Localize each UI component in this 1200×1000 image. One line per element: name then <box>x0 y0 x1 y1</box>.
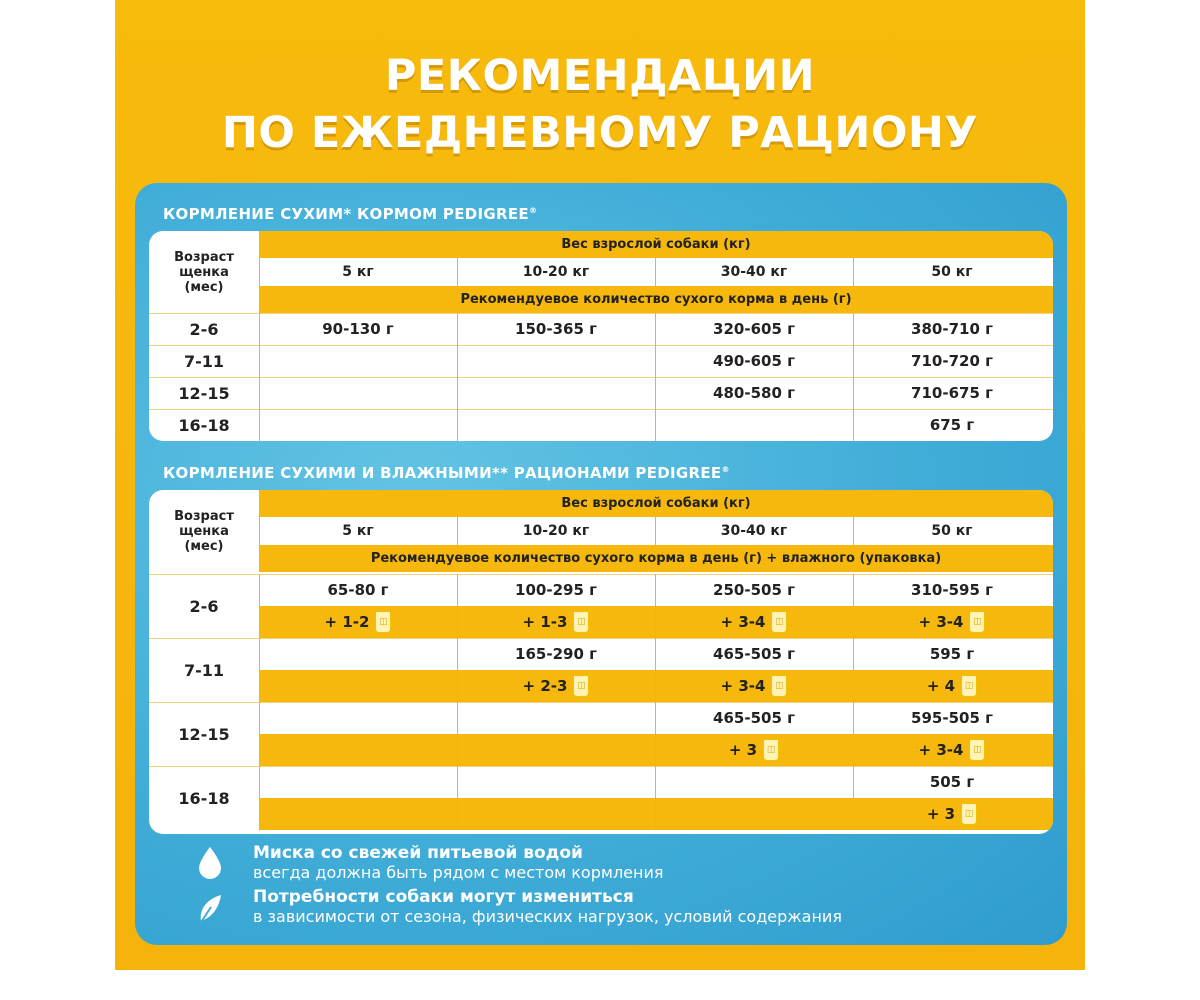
dry-amount-cell <box>259 377 457 409</box>
poster <box>115 0 1085 970</box>
dry-amount-cell <box>259 345 457 377</box>
dry-amount-cell: 675 г <box>929 416 975 434</box>
col-divider <box>457 409 458 441</box>
dry-amount-cell <box>259 638 457 670</box>
page-title <box>115 48 1085 162</box>
col-divider <box>853 377 854 409</box>
dry-amount-cell: 505 г <box>929 773 975 791</box>
info-panel <box>135 183 1067 945</box>
age-cell: 12-15 <box>178 383 230 403</box>
col-divider <box>655 517 656 545</box>
weight-col-2: 10-20 кг <box>522 264 590 280</box>
weight-col-1: 5 кг <box>342 264 374 280</box>
water-drop-icon <box>197 846 223 886</box>
weight-col-2: 10-20 кг <box>522 523 590 539</box>
col-divider <box>655 345 656 377</box>
wet-amount-label: + 3-4 <box>720 613 766 631</box>
col-divider <box>853 313 854 345</box>
dry-amount-cell: 710-720 г <box>911 352 993 370</box>
dry-amount-cell <box>457 409 655 441</box>
wet-amount-cell <box>259 798 457 830</box>
dry-amount-cell <box>259 702 457 734</box>
col-divider <box>853 766 854 830</box>
age-cell: 7-11 <box>183 351 225 371</box>
title-line-2: ПО ЕЖЕДНЕВНОМУ РАЦИОНУ <box>221 108 979 158</box>
weight-col-3: 30-40 кг <box>720 264 788 280</box>
age-column-header <box>149 231 259 313</box>
col-divider <box>853 345 854 377</box>
wet-amount-label: + 4 <box>926 677 956 695</box>
pouch-icon: ◫ <box>573 675 589 697</box>
pouch-icon: ◫ <box>573 611 589 633</box>
col-divider <box>853 574 854 638</box>
dry-amount-cell: 595-505 г <box>911 709 993 727</box>
col-divider <box>457 345 458 377</box>
amount-header: Рекомендуевое количество сухого корма в день (г) <box>460 292 852 307</box>
col-divider <box>853 258 854 286</box>
age-cell: 12-15 <box>178 724 230 744</box>
dry-amount-cell: 465-505 г <box>713 645 795 663</box>
age-header-line: Возраст <box>174 249 234 265</box>
needs-note <box>253 887 842 927</box>
wet-amount-cell <box>457 798 655 830</box>
col-divider <box>457 313 458 345</box>
dry-amount-cell <box>457 377 655 409</box>
col-divider <box>655 409 656 441</box>
pouch-icon: ◫ <box>771 611 787 633</box>
col-divider <box>457 574 458 638</box>
col-divider <box>853 409 854 441</box>
section2-title: КОРМЛЕНИЕ СУХИМИ И ВЛАЖНЫМИ** РАЦИОНАМИ PEDIGREE® <box>163 464 730 482</box>
age-header-line: (мес) <box>184 538 224 554</box>
wet-amount-cell <box>457 670 655 702</box>
age-header-line: (мес) <box>184 279 224 295</box>
wet-amount-label: + 3-4 <box>918 741 964 759</box>
mixed-feed-table <box>149 490 1053 834</box>
water-note-title: Миска со свежей питьевой водой <box>253 843 583 863</box>
pouch-icon: ◫ <box>969 611 985 633</box>
col-divider <box>655 638 656 702</box>
amount-header: Рекомендуевое количество сухого корма в день (г) + влажного (упаковка) <box>370 551 942 566</box>
dry-amount-cell: 380-710 г <box>911 320 993 338</box>
col-divider <box>457 258 458 286</box>
dry-amount-cell <box>655 409 853 441</box>
weight-col-3: 30-40 кг <box>720 523 788 539</box>
col-divider <box>853 702 854 766</box>
dry-amount-cell: 250-505 г <box>713 581 795 599</box>
col-divider <box>457 766 458 830</box>
dry-amount-cell: 100-295 г <box>515 581 597 599</box>
col-divider <box>655 258 656 286</box>
dry-amount-cell <box>259 766 457 798</box>
dry-amount-cell: 65-80 г <box>327 581 389 599</box>
pouch-icon: ◫ <box>961 675 977 697</box>
wet-amount-cell <box>457 606 655 638</box>
dry-amount-cell <box>457 766 655 798</box>
pouch-icon: ◫ <box>375 611 391 633</box>
wet-amount-cell <box>259 734 457 766</box>
weight-col-4: 50 кг <box>931 264 973 280</box>
water-note <box>253 843 664 883</box>
pouch-icon: ◫ <box>969 739 985 761</box>
wet-amount-label: + 1-2 <box>324 613 370 631</box>
dry-amount-cell: 595 г <box>929 645 975 663</box>
col-divider <box>457 638 458 702</box>
col-divider <box>853 638 854 702</box>
wet-amount-label: + 3-4 <box>720 677 766 695</box>
dry-amount-cell <box>655 766 853 798</box>
wet-amount-cell <box>853 606 1051 638</box>
weight-header: Вес взрослой собаки (кг) <box>561 237 751 252</box>
dry-amount-cell: 320-605 г <box>713 320 795 338</box>
dry-amount-cell <box>457 702 655 734</box>
needs-note-title: Потребности собаки могут измениться <box>253 887 634 907</box>
age-column-header <box>149 490 259 572</box>
col-divider <box>655 574 656 638</box>
paw-leaf-icon <box>197 891 225 931</box>
wet-amount-cell <box>853 734 1051 766</box>
pouch-icon: ◫ <box>771 675 787 697</box>
dry-amount-cell: 150-365 г <box>515 320 597 338</box>
age-header-line: Возраст <box>174 508 234 524</box>
age-cell: 16-18 <box>178 788 230 808</box>
water-note-text: всегда должна быть рядом с местом кормления <box>253 863 664 882</box>
section1-title: КОРМЛЕНИЕ СУХИМ* КОРМОМ PEDIGREE® <box>163 205 538 223</box>
wet-amount-cell <box>853 670 1051 702</box>
needs-note-text: в зависимости от сезона, физических нагрузок, условий содержания <box>253 907 842 926</box>
col-divider <box>457 377 458 409</box>
wet-amount-cell <box>259 670 457 702</box>
wet-amount-cell <box>655 670 853 702</box>
title-line-1: РЕКОМЕНДАЦИИ <box>384 51 816 101</box>
wet-amount-label: + 2-3 <box>522 677 568 695</box>
age-cell: 16-18 <box>178 415 230 435</box>
age-header-line: щенка <box>179 523 229 539</box>
col-divider <box>655 702 656 766</box>
wet-amount-cell <box>457 734 655 766</box>
weight-header: Вес взрослой собаки (кг) <box>561 496 751 511</box>
age-cell: 2-6 <box>189 596 219 616</box>
dry-amount-cell: 310-595 г <box>911 581 993 599</box>
weight-col-4: 50 кг <box>931 523 973 539</box>
age-header-line: щенка <box>179 264 229 280</box>
pouch-icon: ◫ <box>763 739 779 761</box>
dry-amount-cell <box>259 409 457 441</box>
wet-amount-label: + 3 <box>728 741 758 759</box>
col-divider <box>457 517 458 545</box>
col-divider <box>655 377 656 409</box>
age-cell: 7-11 <box>183 660 225 680</box>
dry-amount-cell: 165-290 г <box>515 645 597 663</box>
dry-amount-cell <box>457 345 655 377</box>
dry-amount-cell: 490-605 г <box>713 352 795 370</box>
wet-amount-label: + 1-3 <box>522 613 568 631</box>
wet-amount-cell <box>655 734 853 766</box>
pouch-icon: ◫ <box>961 803 977 825</box>
wet-amount-cell <box>655 606 853 638</box>
col-divider <box>655 766 656 830</box>
col-divider <box>457 702 458 766</box>
wet-amount-cell <box>655 798 853 830</box>
dry-feed-table <box>149 231 1053 441</box>
dry-amount-cell: 480-580 г <box>713 384 795 402</box>
wet-amount-cell <box>259 606 457 638</box>
col-divider <box>853 517 854 545</box>
weight-col-1: 5 кг <box>342 523 374 539</box>
dry-amount-cell: 710-675 г <box>911 384 993 402</box>
wet-amount-cell <box>853 798 1051 830</box>
wet-amount-label: + 3 <box>926 805 956 823</box>
col-divider <box>655 313 656 345</box>
age-cell: 2-6 <box>189 319 219 339</box>
wet-amount-label: + 3-4 <box>918 613 964 631</box>
dry-amount-cell: 465-505 г <box>713 709 795 727</box>
dry-amount-cell: 90-130 г <box>322 320 394 338</box>
